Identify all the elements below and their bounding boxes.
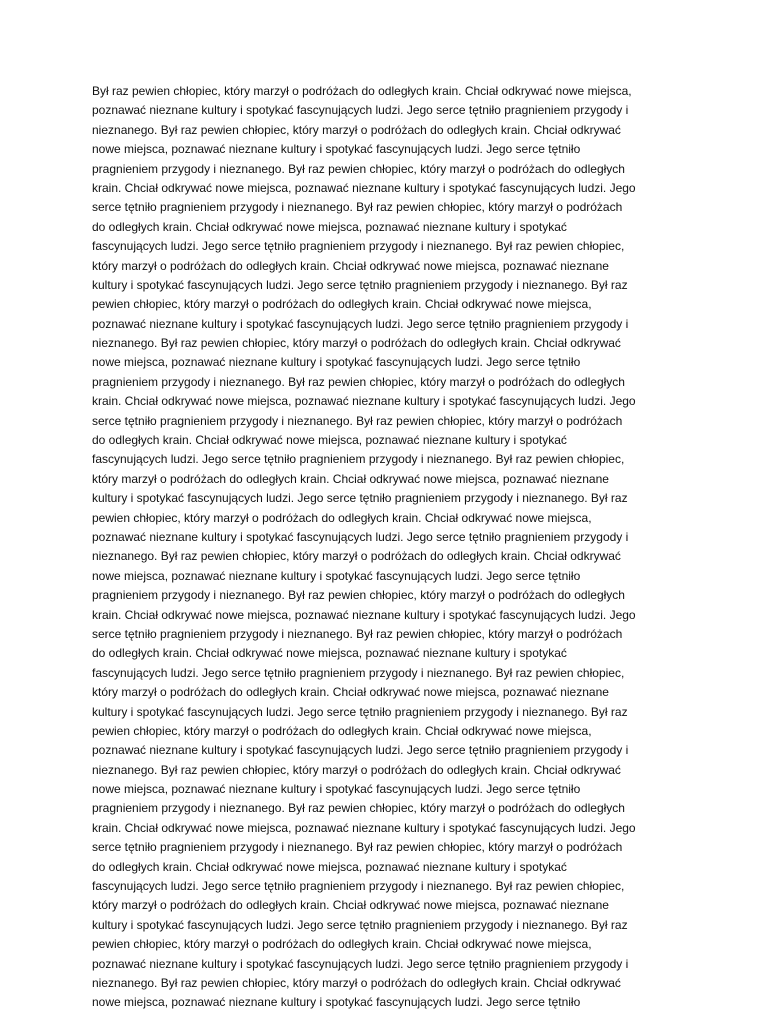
- text-line: poznawać nieznane kultury i spotykać fascynujących ludzi. Jego serce tętniło pragnieniem przygody i: [92, 743, 629, 758]
- text-line: nieznanego. Był raz pewien chłopiec, który marzył o podróżach do odległych krain. Chciał odkrywać: [92, 336, 621, 351]
- text-line: pragnieniem przygody i nieznanego. Był raz pewien chłopiec, który marzył o podróżach do odległych: [92, 801, 625, 816]
- text-line: pragnieniem przygody i nieznanego. Był raz pewien chłopiec, który marzył o podróżach do odległych: [92, 374, 625, 389]
- text-line: krain. Chciał odkrywać nowe miejsca, poznawać nieznane kultury i spotykać fascynujących ludzi. Jego: [92, 820, 636, 835]
- text-line: nieznanego. Był raz pewien chłopiec, który marzył o podróżach do odległych krain. Chciał odkrywać: [92, 122, 621, 137]
- text-line: serce tętniło pragnieniem przygody i nieznanego. Był raz pewien chłopiec, który marzył o podróżach: [92, 626, 623, 641]
- text-line: poznawać nieznane kultury i spotykać fascynujących ludzi. Jego serce tętniło pragnieniem przygody i: [92, 529, 629, 544]
- text-line: nowe miejsca, poznawać nieznane kultury i spotykać fascynujących ludzi. Jego serce tętniło: [92, 782, 581, 797]
- text-line: poznawać nieznane kultury i spotykać fascynujących ludzi. Jego serce tętniło pragnieniem przygody i: [92, 316, 629, 331]
- text-line: pewien chłopiec, który marzył o podróżach do odległych krain. Chciał odkrywać nowe miejsca,: [92, 937, 592, 952]
- text-line: pewien chłopiec, który marzył o podróżach do odległych krain. Chciał odkrywać nowe miejsca,: [92, 297, 592, 312]
- text-line: pragnieniem przygody i nieznanego. Był raz pewien chłopiec, który marzył o podróżach do odległych: [92, 588, 625, 603]
- text-line: do odległych krain. Chciał odkrywać nowe miejsca, poznawać nieznane kultury i spotykać: [92, 646, 567, 661]
- text-line: do odległych krain. Chciał odkrywać nowe miejsca, poznawać nieznane kultury i spotykać: [92, 433, 567, 448]
- text-line: krain. Chciał odkrywać nowe miejsca, poznawać nieznane kultury i spotykać fascynujących ludzi. Jego: [92, 180, 636, 195]
- text-line: poznawać nieznane kultury i spotykać fascynujących ludzi. Jego serce tętniło pragnieniem przygody i: [92, 103, 629, 118]
- text-line: krain. Chciał odkrywać nowe miejsca, poznawać nieznane kultury i spotykać fascynujących ludzi. Jego: [92, 607, 636, 622]
- text-line: do odległych krain. Chciał odkrywać nowe miejsca, poznawać nieznane kultury i spotykać: [92, 219, 567, 234]
- text-line: krain. Chciał odkrywać nowe miejsca, poznawać nieznane kultury i spotykać fascynujących ludzi. Jego: [92, 394, 636, 409]
- body-paragraph: [92, 82, 692, 1013]
- text-line: nieznanego. Był raz pewien chłopiec, który marzył o podróżach do odległych krain. Chciał odkrywać: [92, 549, 621, 564]
- text-line: kultury i spotykać fascynujących ludzi. Jego serce tętniło pragnieniem przygody i nieznanego. Był raz: [92, 277, 628, 292]
- text-line: serce tętniło pragnieniem przygody i nieznanego. Był raz pewien chłopiec, który marzył o podróżach: [92, 840, 623, 855]
- text-line: który marzył o podróżach do odległych krain. Chciał odkrywać nowe miejsca, poznawać nieznane: [92, 258, 609, 273]
- text-line: serce tętniło pragnieniem przygody i nieznanego. Był raz pewien chłopiec, który marzył o podróżach: [92, 200, 623, 215]
- text-line: do odległych krain. Chciał odkrywać nowe miejsca, poznawać nieznane kultury i spotykać: [92, 859, 567, 874]
- text-line: fascynujących ludzi. Jego serce tętniło pragnieniem przygody i nieznanego. Był raz pewien chłopiec,: [92, 879, 625, 894]
- text-line: kultury i spotykać fascynujących ludzi. Jego serce tętniło pragnieniem przygody i nieznanego. Był raz: [92, 491, 628, 506]
- text-line: poznawać nieznane kultury i spotykać fascynujących ludzi. Jego serce tętniło pragnieniem przygody i: [92, 956, 629, 971]
- text-line: Był raz pewien chłopiec, który marzył o podróżach do odległych krain. Chciał odkrywać nowe miejsca,: [92, 84, 632, 98]
- text-line: nowe miejsca, poznawać nieznane kultury i spotykać fascynujących ludzi. Jego serce tętniło: [92, 355, 581, 370]
- text-line: fascynujących ludzi. Jego serce tętniło pragnieniem przygody i nieznanego. Był raz pewien chłopiec,: [92, 665, 625, 680]
- text-line: fascynujących ludzi. Jego serce tętniło pragnieniem przygody i nieznanego. Był raz pewien chłopiec,: [92, 239, 625, 254]
- text-line: który marzył o podróżach do odległych krain. Chciał odkrywać nowe miejsca, poznawać nieznane: [92, 898, 609, 913]
- text-line: kultury i spotykać fascynujących ludzi. Jego serce tętniło pragnieniem przygody i nieznanego. Był raz: [92, 917, 628, 932]
- text-line: serce tętniło pragnieniem przygody i nieznanego. Był raz pewien chłopiec, który marzył o podróżach: [92, 413, 623, 428]
- text-line: nieznanego. Był raz pewien chłopiec, który marzył o podróżach do odległych krain. Chciał odkrywać: [92, 975, 621, 990]
- text-line: nowe miejsca, poznawać nieznane kultury i spotykać fascynujących ludzi. Jego serce tętniło: [92, 995, 581, 1010]
- text-line: pragnieniem przygody i nieznanego. Był raz pewien chłopiec, który marzył o podróżach do odległych: [92, 161, 625, 176]
- text-line: który marzył o podróżach do odległych krain. Chciał odkrywać nowe miejsca, poznawać nieznane: [92, 685, 609, 700]
- text-line: który marzył o podróżach do odległych krain. Chciał odkrywać nowe miejsca, poznawać nieznane: [92, 471, 609, 486]
- text-line: nieznanego. Był raz pewien chłopiec, który marzył o podróżach do odległych krain. Chciał odkrywać: [92, 762, 621, 777]
- text-line: kultury i spotykać fascynujących ludzi. Jego serce tętniło pragnieniem przygody i nieznanego. Był raz: [92, 704, 628, 719]
- text-line: nowe miejsca, poznawać nieznane kultury i spotykać fascynujących ludzi. Jego serce tętniło: [92, 142, 581, 157]
- text-line: pewien chłopiec, który marzył o podróżach do odległych krain. Chciał odkrywać nowe miejsca,: [92, 723, 592, 738]
- text-line: pewien chłopiec, który marzył o podróżach do odległych krain. Chciał odkrywać nowe miejsca,: [92, 510, 592, 525]
- text-line: nowe miejsca, poznawać nieznane kultury i spotykać fascynujących ludzi. Jego serce tętniło: [92, 568, 581, 583]
- text-line: fascynujących ludzi. Jego serce tętniło pragnieniem przygody i nieznanego. Był raz pewien chłopiec,: [92, 452, 625, 467]
